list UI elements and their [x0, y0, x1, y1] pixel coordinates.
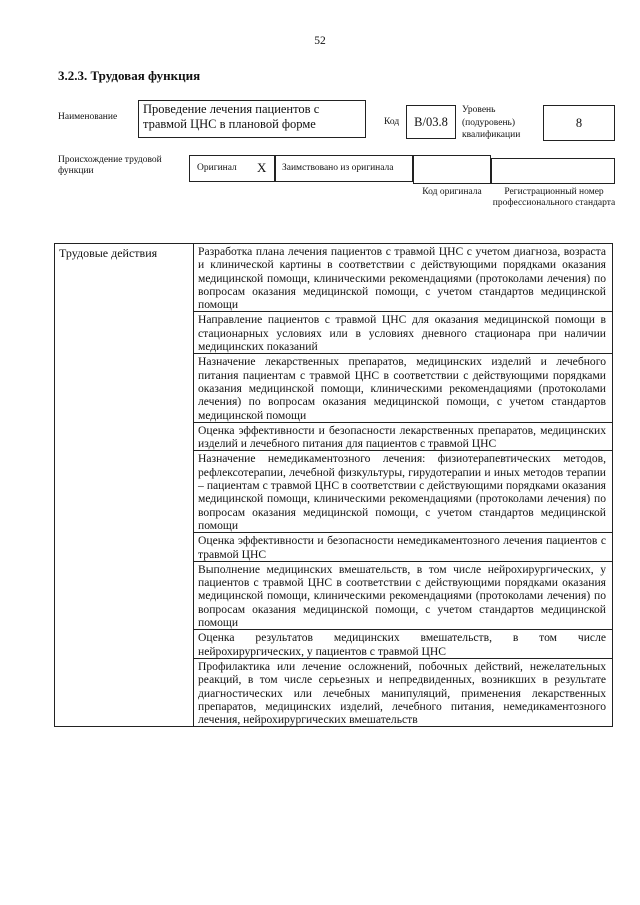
level-label: Уровень (подуровень) квалификации: [462, 105, 521, 140]
original-mark: X: [257, 160, 267, 175]
borrowed-label: Заимствовано из оригинала: [282, 163, 394, 173]
action-item: Назначение немедикаментозного лечения: физиотерапевтических методов, рефлексотерапии, лечебной физкультуры, гирудотерапии и иных методов терапии – пациентам с травмой ЦНС в соответствии с действующими порядками оказания медицинской помощи, клиническими рекомендациями (протоколами лечения) по вопросам оказания медицинской помощи, с учетом стандартов медицинской помощи: [194, 451, 613, 533]
level-value: 8: [575, 116, 583, 130]
function-name-box: [138, 100, 366, 138]
function-name-value: Проведение лечения пациентов с травмой ЦНС в плановой форме: [143, 102, 320, 131]
action-item: Оценка результатов медицинских вмешательств, в том числе нейрохирургических, у пациентов с травмой ЦНС: [194, 630, 613, 659]
code-box: [406, 105, 456, 139]
original-label: Оригинал: [197, 163, 237, 173]
code-label: Код: [384, 117, 400, 127]
action-item: Разработка плана лечения пациентов с травмой ЦНС с учетом диагноза, возраста и клинической картины в соответствии с действующими порядками оказания медицинской помощи, клиническими рекомендациями (протоколами лечения) по вопросам оказания медицинской помощи, с учетом стандартов медицинской помощи: [194, 244, 613, 312]
action-item: Направление пациентов с травмой ЦНС для оказания медицинской помощи в стационарных условиях или в условиях дневного стационара при наличии медицинских показаний: [194, 312, 613, 354]
origin-label: Происхождение трудовой функции: [58, 155, 162, 176]
action-item: Назначение лекарственных препаратов, медицинских изделий и лечебного питания пациентам с травмой ЦНС в соответствии с действующими порядками оказания медицинской помощи, клиническими рекомендациями (протоколами лечения) по вопросам оказания медицинской помощи, с учетом стандартов медицинской помощи: [194, 354, 613, 422]
borrowed-box: [275, 155, 413, 182]
action-item: Оценка эффективности и безопасности немедикаментозного лечения пациентов с травмой ЦНС: [194, 533, 613, 562]
action-item: Оценка эффективности и безопасности лекарственных препаратов, медицинских изделий и лечебного питания для пациентов с травмой ЦНС: [194, 422, 613, 451]
name-label: Наименование: [58, 112, 118, 122]
reg-number-caption: Регистрационный номер профессионального стандарта: [492, 187, 616, 208]
level-box: [543, 105, 615, 141]
code-original-box: [413, 155, 491, 184]
code-original-caption: Код оригинала: [422, 187, 482, 197]
action-item: Профилактика или лечение осложнений, побочных действий, нежелательных реакций, в том числе серьезных и непредвиденных, возникших в результате диагностических или лечебных манипуляций, применения лекарственных препаратов, медицинских изделий, лечебного питания, немедикаментозного лечения, нейрохирургических вмешательств: [194, 658, 613, 726]
reg-number-box: [491, 158, 615, 184]
code-value: В/03.8: [414, 115, 448, 129]
section-title: 3.2.3. Трудовая функция: [58, 68, 201, 83]
page-number: 52: [314, 35, 326, 47]
labor-actions-heading: Трудовые действия: [55, 244, 194, 727]
action-item: Выполнение медицинских вмешательств, в том числе нейрохирургических, у пациентов с травмой ЦНС в соответствии с действующими порядками оказания медицинской помощи, клиническими рекомендациями (протоколами лечения) по вопросам оказания медицинской помощи, с учетом стандартов медицинской помощи: [194, 561, 613, 629]
original-box: [189, 155, 275, 182]
table-row: [55, 244, 613, 312]
labor-actions-table: [54, 243, 613, 727]
